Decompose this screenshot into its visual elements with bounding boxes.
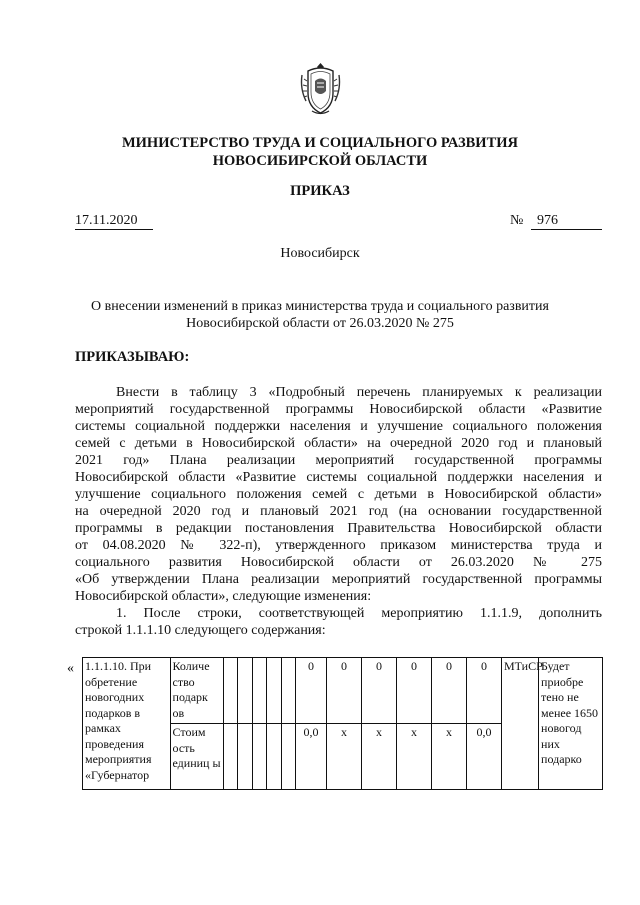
body-line: 2021 год» Плана реализации мероприятий государственной программы (75, 453, 602, 468)
value-cell: 0,0 (466, 724, 501, 790)
value-cell: 0 (296, 658, 327, 724)
body-line: Внести в таблицу 3 «Подробный перечень планируемых к реализации (116, 385, 602, 400)
empty-cell (281, 658, 295, 724)
value-cell: 0 (466, 658, 501, 724)
body-line: системы социальной поддержки населения и улучшение социального положения (75, 419, 602, 434)
body-line: семей с детьми в Новосибирской области» на очередной 2020 год и плановый (75, 436, 602, 451)
value-cell: 0 (326, 658, 361, 724)
empty-cell (224, 658, 238, 724)
value-cell: х (361, 724, 396, 790)
value-cell: 0 (396, 658, 431, 724)
empty-cell (252, 658, 266, 724)
document-type: ПРИКАЗ (290, 183, 350, 199)
empty-cell (267, 724, 281, 790)
order-number: 976 (531, 212, 602, 230)
body-line: 1. После строки, соответствующей мероприятию 1.1.1.9, дополнить (116, 606, 602, 621)
number-sign: № (510, 213, 524, 228)
body-line: «Об утверждении Плана реализации мероприятий государственной программы (75, 572, 602, 587)
order-date: 17.11.2020 (75, 212, 153, 230)
ministry-title-line2: НОВОСИБИРСКОЙ ОБЛАСТИ (212, 153, 428, 169)
body-line: Новосибирской области», следующие изменения: (75, 589, 372, 604)
empty-cell (281, 724, 295, 790)
city: Новосибирск (280, 246, 360, 261)
subject-line2: Новосибирской области от 26.03.2020 № 275 (186, 316, 454, 331)
body-line: строкой 1.1.1.10 следующего содержания: (75, 623, 326, 638)
value-cell: 0 (361, 658, 396, 724)
indicator-cell: Стоим ость единиц ы (170, 724, 224, 790)
value-cell: х (431, 724, 466, 790)
result-cell: Будет приобре тено не менее 1650 новогод них подарко (539, 658, 603, 790)
value-cell: 0,0 (296, 724, 327, 790)
coat-of-arms-emblem (298, 61, 343, 117)
open-quote: « (67, 661, 74, 676)
body-line: на очередной 2020 год и плановый 2021 год (на основании государственной (75, 504, 602, 519)
measure-name-cell: 1.1.1.10. При обретение новогодних подарков в рамках проведения мероприятия «Губернатор (83, 658, 171, 790)
indicator-cell: Количе ство подарк ов (170, 658, 224, 724)
body-line: мероприятий государственной программы Новосибирской области «Развитие (75, 402, 602, 417)
body-line: от 04.08.2020 № 322-п), утвержденного приказом министерства труда и (75, 538, 602, 553)
empty-cell (238, 658, 252, 724)
body-line: программы в редакции постановления Правительства Новосибирской области (75, 521, 602, 536)
executor-cell: МТиСР (501, 658, 538, 790)
ministry-title-line1: МИНИСТЕРСТВО ТРУДА И СОЦИАЛЬНОГО РАЗВИТИЯ (121, 135, 519, 151)
body-line: улучшение социального положения семей с детьми в Новосибирской области» (75, 487, 602, 502)
value-cell: 0 (431, 658, 466, 724)
empty-cell (252, 724, 266, 790)
empty-cell (238, 724, 252, 790)
body-line: Новосибирской области «Развитие системы социальной поддержки населения и (75, 470, 602, 485)
order-word: ПРИКАЗЫВАЮ: (75, 349, 190, 365)
table-row (83, 658, 603, 724)
subject-line1: О внесении изменений в приказ министерства труда и социального развития (91, 299, 549, 314)
body-line: социального развития Новосибирской области от 26.03.2020 № 275 (75, 555, 602, 570)
measures-table (82, 657, 603, 790)
empty-cell (224, 724, 238, 790)
empty-cell (267, 658, 281, 724)
value-cell: х (326, 724, 361, 790)
value-cell: х (396, 724, 431, 790)
